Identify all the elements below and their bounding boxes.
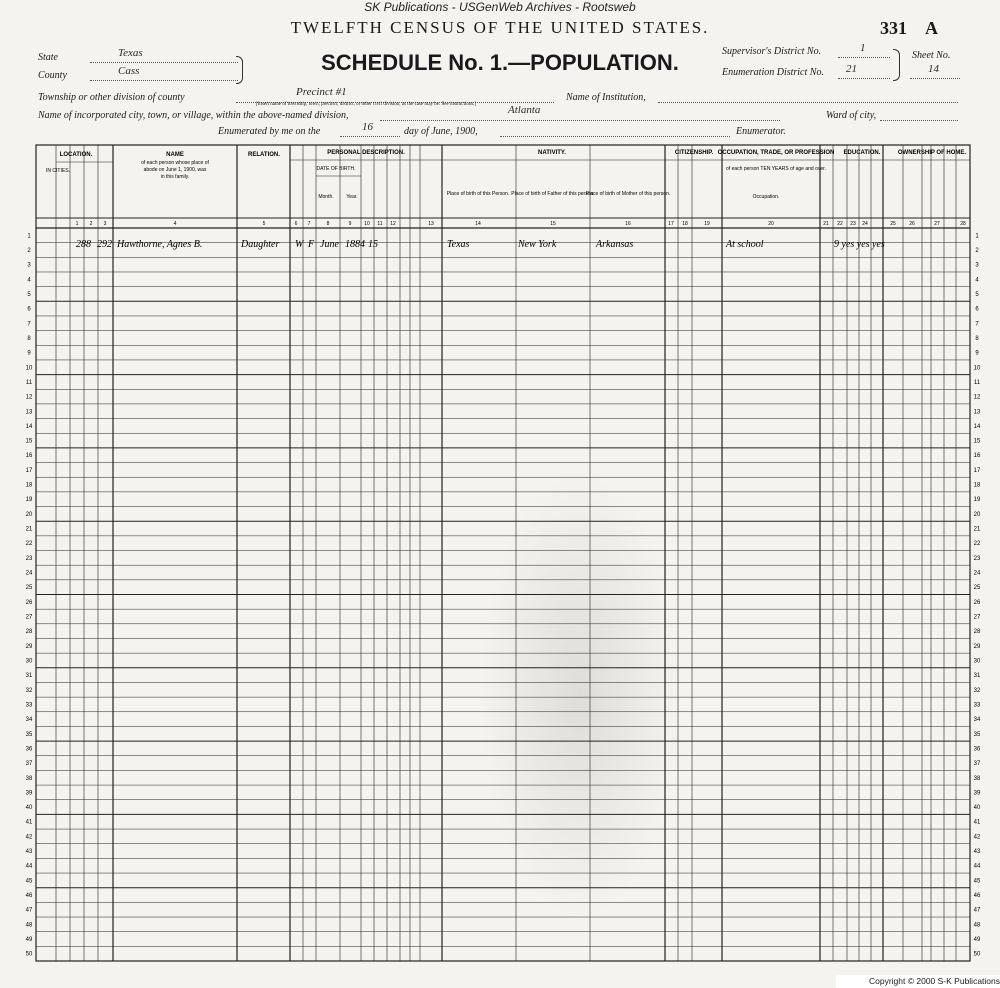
col-month-header: Month. [318, 194, 334, 200]
row-number-left: 21 [25, 526, 33, 533]
row-number-right: 37 [973, 761, 981, 768]
row-number-left: 20 [25, 511, 33, 518]
row-number-right: 3 [975, 262, 979, 269]
row-number-right: 34 [973, 717, 981, 724]
row-number-right: 47 [973, 907, 981, 914]
row-number-left: 6 [27, 306, 31, 313]
row-number-right: 19 [973, 497, 981, 504]
row-number-left: 15 [25, 438, 33, 445]
col-name-desc-2: abode on June 1, 1900, was [143, 167, 207, 173]
col-mother-birthplace-header: Place of birth of Mother of this person. [585, 191, 671, 197]
col-personal-header: PERSONAL DESCRIPTION. [327, 150, 405, 156]
enumerated-prefix: Enumerated by me on the [218, 126, 321, 137]
column-number: 4 [173, 221, 177, 227]
row-number-left: 4 [27, 277, 31, 284]
row-number-right: 16 [973, 453, 981, 460]
row-number-left: 47 [25, 907, 33, 914]
row-number-left: 18 [25, 482, 33, 489]
township-note: [Insert name of township, town, precinct, district, or other civil division, as the case may be. See instructions.] [256, 102, 477, 107]
sheet-label: Sheet No. [912, 50, 951, 61]
entry-age: 15 [368, 239, 378, 250]
table-border [36, 145, 970, 961]
row-number-left: 16 [25, 453, 33, 460]
row-number-left: 25 [25, 585, 33, 592]
row-number-left: 26 [25, 599, 33, 606]
entry-father-birthplace: New York [518, 239, 557, 250]
row-number-right: 23 [973, 555, 981, 562]
entry-name: Hawthorne, Agnes B. [117, 239, 203, 250]
column-number: 22 [837, 221, 843, 227]
row-number-left: 2 [27, 247, 31, 254]
row-number-right: 33 [973, 702, 981, 709]
col-occupation-desc: of each person TEN YEARS of age and over. [726, 166, 826, 172]
row-number-right: 9 [975, 350, 979, 357]
enumerator-label: Enumerator. [736, 126, 786, 137]
enum-district-value: 21 [846, 63, 857, 75]
entry-family: 292 [97, 239, 112, 250]
column-number: 9 [348, 221, 352, 227]
row-number-left: 14 [25, 423, 33, 430]
entry-education: 9 yes yes yes [834, 239, 885, 250]
column-number: 24 [862, 221, 868, 227]
row-number-left: 38 [25, 775, 33, 782]
enum-district-label: Enumeration District No. [722, 67, 824, 78]
row-number-right: 29 [973, 643, 981, 650]
township-label: Township or other division of county [38, 92, 185, 103]
row-number-left: 24 [25, 570, 33, 577]
row-number-right: 20 [973, 511, 981, 518]
row-number-right: 41 [973, 819, 981, 826]
row-number-left: 19 [25, 497, 33, 504]
row-number-right: 8 [975, 335, 979, 342]
row-number-left: 41 [25, 819, 33, 826]
column-number: 5 [262, 221, 266, 227]
col-birth-header: DATE OF BIRTH. [316, 166, 356, 172]
watermark: SK Publications - USGenWeb Archives - Rootsweb [364, 0, 636, 14]
row-number-left: 30 [25, 658, 33, 665]
row-number-left: 31 [25, 673, 33, 680]
row-number-right: 28 [973, 629, 981, 636]
entry-occupation: At school [726, 239, 764, 250]
row-number-right: 42 [973, 834, 981, 841]
row-number-left: 37 [25, 761, 33, 768]
county-value: Cass [118, 65, 140, 77]
row-number-right: 14 [973, 423, 981, 430]
entry-year: 1884 [345, 239, 365, 250]
row-number-right: 5 [975, 291, 979, 298]
column-number: 10 [364, 221, 370, 227]
supervisor-value: 1 [860, 42, 866, 54]
column-number: 11 [377, 221, 383, 227]
row-number-left: 33 [25, 702, 33, 709]
column-number: 27 [934, 221, 940, 227]
row-number-left: 45 [25, 878, 33, 885]
column-number: 15 [550, 221, 556, 227]
row-number-left: 40 [25, 805, 33, 812]
col-year-header: Year. [346, 194, 358, 200]
row-number-left: 43 [25, 849, 33, 856]
row-number-right: 32 [973, 687, 981, 694]
row-number-right: 18 [973, 482, 981, 489]
col-relation-header: RELATION. [248, 152, 280, 158]
row-number-left: 13 [25, 409, 33, 416]
institution-label: Name of Institution, [566, 92, 646, 103]
row-number-right: 24 [973, 570, 981, 577]
column-number: 3 [103, 221, 107, 227]
entry-color: W [295, 239, 304, 250]
row-number-left: 50 [25, 951, 33, 958]
row-number-right: 44 [973, 863, 981, 870]
column-number: 28 [960, 221, 966, 227]
row-number-right: 7 [975, 321, 979, 328]
row-number-left: 8 [27, 335, 31, 342]
row-number-left: 29 [25, 643, 33, 650]
supervisor-label: Supervisor's District No. [722, 46, 822, 57]
row-number-right: 30 [973, 658, 981, 665]
row-number-left: 46 [25, 893, 33, 900]
col-nativity-header: NATIVITY. [538, 150, 566, 156]
entry-sex: F [308, 239, 315, 250]
row-number-right: 10 [973, 365, 981, 372]
city-label: Name of incorporated city, town, or village, within the above-named division, [38, 110, 349, 121]
row-number-right: 45 [973, 878, 981, 885]
col-name-header: NAME [166, 152, 184, 158]
column-number: 16 [625, 221, 631, 227]
row-number-right: 35 [973, 731, 981, 738]
row-number-right: 43 [973, 849, 981, 856]
row-number-left: 22 [25, 541, 33, 548]
row-number-left: 7 [27, 321, 31, 328]
entry-birthplace: Texas [447, 239, 470, 250]
col-birthplace-header: Place of birth of this Person. [446, 191, 510, 197]
sheet-value: 14 [928, 63, 939, 75]
column-number: 14 [475, 221, 481, 227]
row-number-left: 36 [25, 746, 33, 753]
city-value: Atlanta [508, 104, 541, 116]
row-number-right: 25 [973, 585, 981, 592]
entry-mother-birthplace: Arkansas [596, 239, 634, 250]
column-number: 7 [307, 221, 311, 227]
row-number-left: 3 [27, 262, 31, 269]
row-number-right: 15 [973, 438, 981, 445]
row-number-right: 11 [973, 379, 981, 386]
row-number-right: 6 [975, 306, 979, 313]
page-letter: A [925, 18, 938, 38]
column-number: 25 [890, 221, 896, 227]
row-number-left: 12 [25, 394, 33, 401]
row-number-left: 32 [25, 687, 33, 694]
col-location-header: LOCATION. [59, 152, 93, 158]
row-number-right: 4 [975, 277, 979, 284]
page-number-value: 331 [880, 18, 907, 38]
row-number-right: 27 [973, 614, 981, 621]
row-number-left: 27 [25, 614, 33, 621]
state-label: State [38, 52, 58, 63]
column-number: 20 [768, 221, 774, 227]
row-number-left: 11 [25, 379, 33, 386]
row-number-right: 31 [973, 673, 981, 680]
row-number-right: 36 [973, 746, 981, 753]
column-number: 6 [294, 221, 298, 227]
ward-label: Ward of city, [826, 110, 877, 121]
column-number: 18 [682, 221, 688, 227]
township-value: Precinct #1 [296, 86, 347, 98]
row-number-right: 40 [973, 805, 981, 812]
enumerated-month: day of June, 1900, [404, 126, 478, 137]
row-number-right: 21 [973, 526, 981, 533]
row-number-left: 42 [25, 834, 33, 841]
row-number-right: 2 [975, 247, 979, 254]
col-name-desc-1: of each person whose place of [141, 160, 209, 166]
col-occupation-header: OCCUPATION, TRADE, OR PROFESSION [717, 150, 835, 156]
column-number: 19 [704, 221, 710, 227]
col-name-desc-3: in this family. [160, 174, 190, 180]
column-number: 17 [668, 221, 674, 227]
row-number-left: 48 [25, 922, 33, 929]
row-number-right: 1 [975, 233, 979, 240]
row-number-left: 35 [25, 731, 33, 738]
row-number-left: 28 [25, 629, 33, 636]
col-occupation-sub: Occupation. [752, 194, 780, 200]
row-number-right: 13 [973, 409, 981, 416]
row-number-right: 12 [973, 394, 981, 401]
column-number: 26 [909, 221, 915, 227]
row-number-left: 9 [27, 350, 31, 357]
schedule-title: SCHEDULE No. 1.—POPULATION. [321, 50, 679, 75]
row-number-left: 23 [25, 555, 33, 562]
column-number: 12 [390, 221, 396, 227]
column-number: 8 [326, 221, 330, 227]
row-number-right: 38 [973, 775, 981, 782]
column-number: 23 [850, 221, 856, 227]
entry-month: June [320, 239, 339, 250]
column-number: 1 [75, 221, 79, 227]
col-citizenship-header: CITIZENSHIP. [674, 150, 714, 156]
col-ownership-header: OWNERSHIP OF HOME. [897, 150, 967, 156]
entry-dwelling: 288 [76, 239, 91, 250]
entry-relation: Daughter [241, 239, 280, 250]
column-number: 21 [823, 221, 829, 227]
row-number-right: 49 [973, 937, 981, 944]
row-number-right: 22 [973, 541, 981, 548]
col-in-cities-header: IN CITIES. [46, 168, 70, 174]
row-number-right: 26 [973, 599, 981, 606]
column-number: 13 [428, 221, 434, 227]
row-number-right: 39 [973, 790, 981, 797]
row-number-left: 1 [27, 233, 31, 240]
col-father-birthplace-header: Place of birth of Father of this person. [511, 191, 595, 197]
state-value: Texas [118, 47, 143, 59]
row-number-left: 44 [25, 863, 33, 870]
row-number-left: 17 [25, 467, 33, 474]
enumerated-day: 16 [362, 121, 373, 133]
copyright: Copyright © 2000 S-K Publications [836, 975, 1000, 988]
row-number-left: 34 [25, 717, 33, 724]
row-number-left: 5 [27, 291, 31, 298]
row-number-right: 50 [973, 951, 981, 958]
col-education-header: EDUCATION. [843, 150, 881, 156]
column-number: 2 [89, 221, 93, 227]
census-title: TWELFTH CENSUS OF THE UNITED STATES. [290, 18, 710, 37]
county-label: County [38, 70, 67, 81]
row-number-right: 17 [973, 467, 981, 474]
row-number-right: 46 [973, 893, 981, 900]
row-number-right: 48 [973, 922, 981, 929]
row-number-left: 10 [25, 365, 33, 372]
row-number-left: 39 [25, 790, 33, 797]
row-number-left: 49 [25, 937, 33, 944]
